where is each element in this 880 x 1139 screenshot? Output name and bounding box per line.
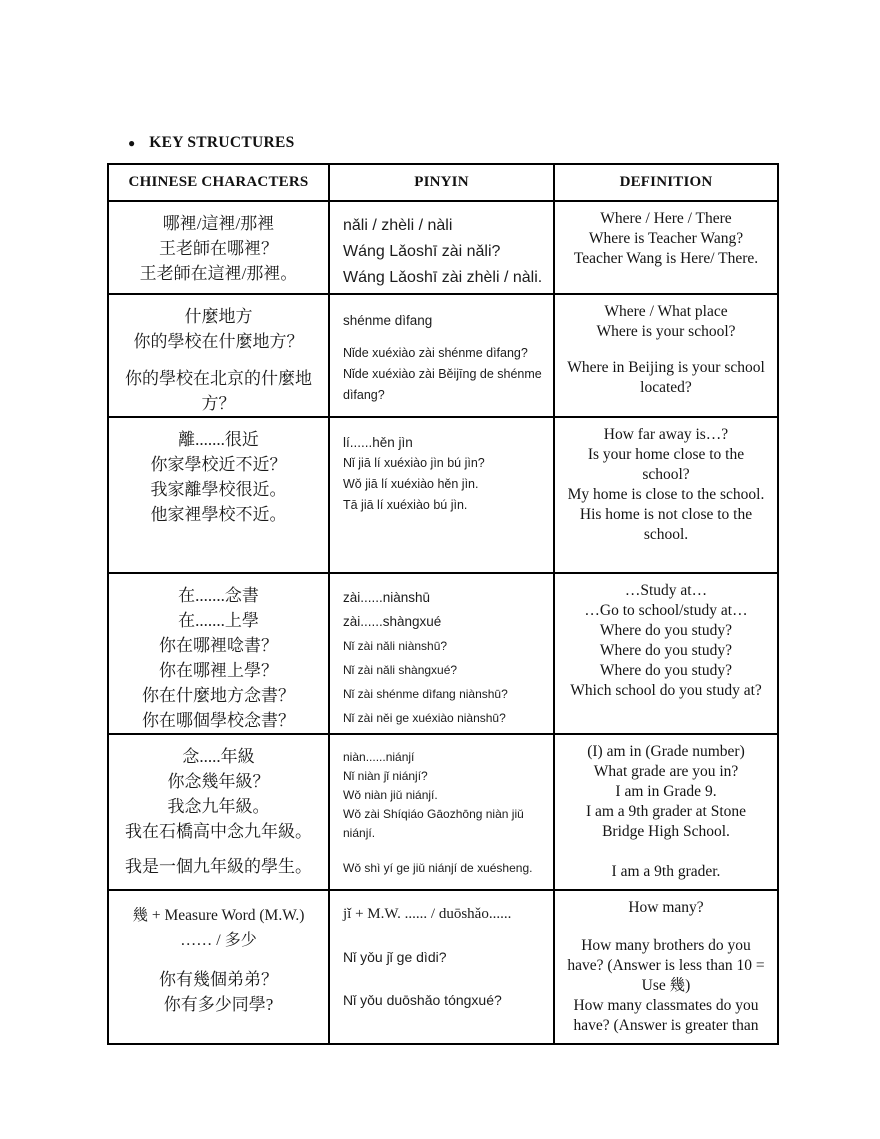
pinyin-line: jǐ + M.W. ...... / duōshǎo...... <box>343 906 512 922</box>
definition-cell <box>554 734 778 890</box>
chinese-line: 你念幾年級？ <box>167 772 270 791</box>
pinyin-line: Nǐ zài nǎli shàngxué? <box>343 663 458 677</box>
definition-line: What grade are you in? <box>593 763 739 780</box>
definition-cell <box>554 417 778 573</box>
chinese-line: 我是一個九年級的學生。 <box>125 857 312 876</box>
definition-line: Where is your school? <box>596 323 736 340</box>
chinese-cell <box>108 573 329 734</box>
pinyin-line: Nǐ jiā lí xuéxiào jìn bú jìn? <box>343 456 485 470</box>
pinyin-line: Wáng Lǎoshī zài nǎli? <box>343 243 501 260</box>
chinese-line: 在.......上學 <box>178 611 259 630</box>
chinese-line: 念.....年級 <box>182 747 255 766</box>
chinese-line: 我在石橋高中念九年級。 <box>125 822 312 841</box>
definition-cell <box>554 573 778 734</box>
chinese-line: 離.......很近 <box>178 430 259 449</box>
chinese-line: 你的學校在什麼地方？ <box>133 332 304 351</box>
definition-line: How many classmates do you have? (Answer is greater than <box>573 997 759 1034</box>
definition-line: How many? <box>628 899 704 916</box>
pinyin-line: Nǐ yǒu jǐ ge dìdi? <box>343 949 447 965</box>
chinese-line: 你有多少同學? <box>163 995 274 1014</box>
definition-line: How many brothers do you have? (Answer is less than 10 = Use 幾) <box>567 937 765 994</box>
definition-line: I am a 9th grader at Stone Bridge High School. <box>585 803 747 840</box>
definition-line: My home is close to the school. <box>567 486 765 503</box>
table-row <box>108 573 778 734</box>
chinese-line: 王老師在這裡/那裡。 <box>139 264 298 283</box>
definition-line: Where do you study? <box>599 662 733 679</box>
definition-cell <box>554 294 778 417</box>
pinyin-line: Nǐ zài nǎli niànshū? <box>343 639 448 653</box>
header-definition: DEFINITION <box>554 164 778 201</box>
definition-line: Where / What place <box>604 303 728 320</box>
chinese-line: 你的學校在北京的什麼地方？ <box>125 369 312 413</box>
definition-line: I am in Grade 9. <box>615 783 717 800</box>
pinyin-line: Nǐ zài něi ge xuéxiào niànshū? <box>343 711 506 725</box>
spacer <box>565 342 767 358</box>
pinyin-line: zài......niànshū <box>343 590 431 605</box>
pinyin-cell <box>329 294 554 417</box>
table-row <box>108 417 778 573</box>
chinese-line: 你家學校近不近？ <box>150 455 287 474</box>
pinyin-line: nǎli / zhèli / nàli <box>343 217 453 234</box>
pinyin-cell <box>329 573 554 734</box>
chinese-line: 在.......念書 <box>178 586 259 605</box>
pinyin-line: zài......shàngxué <box>343 614 442 629</box>
spacer <box>565 918 767 936</box>
pinyin-cell <box>329 417 554 573</box>
pinyin-line: Wǒ niàn jiǔ niánjí. <box>343 788 438 802</box>
chinese-cell <box>108 417 329 573</box>
chinese-line: 我家離學校很近。 <box>150 480 287 499</box>
chinese-line: 你有幾個弟弟？ <box>159 970 278 989</box>
chinese-line: 你在什麼地方念書？ <box>142 686 295 705</box>
spacer <box>565 842 767 862</box>
table-row <box>108 734 778 890</box>
chinese-line: 你在哪裡上學？ <box>159 661 278 680</box>
definition-line: I am a 9th grader. <box>611 863 721 880</box>
pinyin-line: Nǐ yǒu duōshǎo tóngxué? <box>343 992 502 1008</box>
pinyin-line: Wáng Lǎoshī zài zhèli / nàli. <box>343 269 543 286</box>
definition-line: Where do you study? <box>599 622 733 639</box>
spacer <box>343 967 547 991</box>
pinyin-line: Nǐ niàn jǐ niánjí? <box>343 769 428 783</box>
spacer <box>121 953 316 967</box>
chinese-line: 他家裡學校不近。 <box>150 505 287 524</box>
definition-line: Where is Teacher Wang? <box>588 230 744 247</box>
pinyin-line: Wǒ zài Shíqiáo Gāozhōng niàn jiǔ niánjí. <box>343 807 524 840</box>
chinese-cell <box>108 294 329 417</box>
definition-line: Is your home close to the school? <box>587 446 745 483</box>
key-structures-table <box>107 163 779 1045</box>
spacer <box>121 844 316 854</box>
spacer <box>121 354 316 366</box>
chinese-line: 幾 + Measure Word (M.W.) <box>132 907 305 924</box>
pinyin-line: Wǒ shì yí ge jiǔ niánjí de xuésheng. <box>343 861 533 875</box>
pinyin-cell <box>329 201 554 294</box>
pinyin-line: Nǐ zài shénme dìfang niànshū? <box>343 687 508 701</box>
chinese-cell <box>108 734 329 890</box>
definition-cell <box>554 201 778 294</box>
header-chinese-characters: CHINESE CHARACTERS <box>108 164 329 201</box>
pinyin-cell <box>329 734 554 890</box>
definition-line: …Study at… <box>624 582 708 599</box>
chinese-cell <box>108 201 329 294</box>
definition-line: Which school do you study at? <box>570 682 762 699</box>
pinyin-line: niàn......niánjí <box>343 750 415 764</box>
definition-line: Where in Beijing is your school located? <box>567 359 765 396</box>
table-row <box>108 201 778 294</box>
pinyin-line: Wǒ jiā lí xuéxiào hěn jìn. <box>343 477 479 491</box>
header-pinyin: PINYIN <box>329 164 554 201</box>
bullet-icon: ● <box>128 136 136 150</box>
header-row <box>108 164 778 201</box>
definition-line: (I) am in (Grade number) <box>587 743 745 760</box>
chinese-line: 哪裡/這裡/那裡 <box>162 214 275 233</box>
spacer <box>343 331 547 343</box>
pinyin-line: Nǐde xuéxiào zài Běijīng de shénme dìfang? <box>343 367 542 402</box>
section-title-row <box>128 134 295 152</box>
definition-line: Where / Here / There <box>600 210 732 227</box>
definition-line: His home is not close to the school. <box>579 506 753 543</box>
pinyin-line: lí......hěn jìn <box>343 435 413 450</box>
definition-line: Where do you study? <box>599 642 733 659</box>
definition-cell <box>554 890 778 1044</box>
pinyin-line: shénme dìfang <box>343 313 433 328</box>
chinese-cell <box>108 890 329 1044</box>
pinyin-cell <box>329 890 554 1044</box>
pinyin-line: Tā jiā lí xuéxiào bú jìn. <box>343 498 468 512</box>
chinese-line: …… / 多少 <box>180 932 257 949</box>
page-title: KEY STRUCTURES <box>149 134 295 151</box>
pinyin-line: Nǐde xuéxiào zài shénme dìfang? <box>343 346 528 360</box>
chinese-line: 王老師在哪裡？ <box>159 239 278 258</box>
table-row <box>108 890 778 1044</box>
spacer <box>343 843 547 859</box>
chinese-line: 你在哪裡唸書？ <box>159 636 278 655</box>
definition-line: Teacher Wang is Here/ There. <box>573 250 759 267</box>
chinese-line: 你在哪個學校念書？ <box>142 711 295 730</box>
spacer <box>343 924 547 948</box>
chinese-line: 什麼地方 <box>184 307 253 326</box>
definition-line: How far away is…? <box>603 426 729 443</box>
definition-line: …Go to school/study at… <box>584 602 748 619</box>
table-row <box>108 294 778 417</box>
chinese-line: 我念九年級。 <box>167 797 270 816</box>
